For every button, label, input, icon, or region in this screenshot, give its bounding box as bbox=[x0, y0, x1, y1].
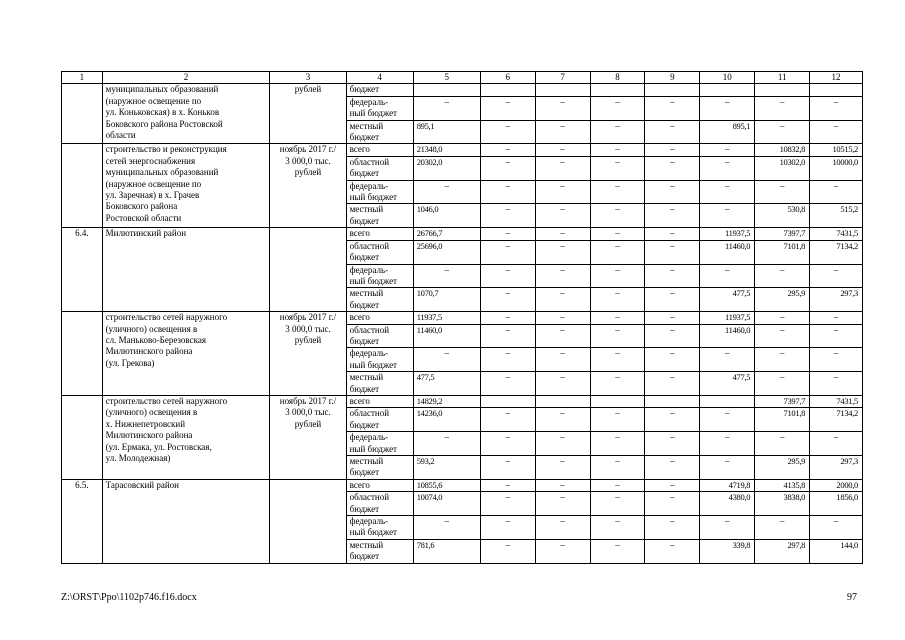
funding-source: областной бюджет bbox=[346, 492, 413, 516]
amount-cell: – bbox=[535, 204, 590, 228]
amount-cell: – bbox=[590, 312, 645, 324]
amount-cell bbox=[535, 84, 590, 96]
amount-cell: 7431,5 bbox=[810, 228, 863, 240]
amount-cell: – bbox=[590, 180, 645, 204]
term-and-cost bbox=[270, 479, 346, 563]
amount-cell: – bbox=[810, 264, 863, 288]
amount-cell: – bbox=[535, 156, 590, 180]
amount-cell: – bbox=[700, 96, 755, 120]
amount-cell: 11460,0 bbox=[700, 240, 755, 264]
amount-cell: – bbox=[590, 348, 645, 372]
amount-cell: 4380,0 bbox=[700, 492, 755, 516]
object-name: строительство и реконструкция сетей энергоснабжения муниципальных образований (наружное освещение по ул. Заречная) в х. Грачев Боковского района Ростовской области bbox=[102, 144, 270, 228]
amount-cell: – bbox=[480, 288, 535, 312]
amount-cell: – bbox=[700, 432, 755, 456]
amount-cell: – bbox=[645, 156, 700, 180]
funding-source: всего bbox=[346, 144, 413, 156]
amount-cell: 339,8 bbox=[700, 539, 755, 563]
amount-cell: 593,2 bbox=[413, 456, 480, 480]
amount-cell: – bbox=[645, 180, 700, 204]
amount-cell: – bbox=[645, 408, 700, 432]
amount-cell: – bbox=[480, 432, 535, 456]
funding-source: областной бюджет bbox=[346, 408, 413, 432]
object-name: муниципальных образований (наружное освещение по ул. Коньковская) в х. Коньков Боковского района Ростовской области bbox=[102, 84, 270, 144]
amount-cell: – bbox=[413, 348, 480, 372]
funding-source: всего bbox=[346, 395, 413, 407]
table-row bbox=[62, 479, 863, 491]
amount-cell: 295,9 bbox=[755, 456, 810, 480]
amount-cell: 11937,5 bbox=[700, 228, 755, 240]
amount-cell: 25696,0 bbox=[413, 240, 480, 264]
amount-cell: – bbox=[480, 324, 535, 348]
amount-cell: – bbox=[645, 456, 700, 480]
object-name: Тарасовский район bbox=[102, 479, 270, 563]
amount-cell: 7101,8 bbox=[755, 240, 810, 264]
term-and-cost bbox=[270, 228, 346, 312]
funding-source: бюджет bbox=[346, 84, 413, 96]
amount-cell: – bbox=[700, 204, 755, 228]
amount-cell: 10302,0 bbox=[755, 156, 810, 180]
column-number-header: 9 bbox=[645, 72, 700, 84]
amount-cell: – bbox=[645, 312, 700, 324]
amount-cell: – bbox=[810, 516, 863, 540]
page-number: 97 bbox=[847, 592, 857, 603]
column-number-header: 11 bbox=[755, 72, 810, 84]
amount-cell: 1046,0 bbox=[413, 204, 480, 228]
amount-cell bbox=[535, 395, 590, 407]
amount-cell: – bbox=[590, 96, 645, 120]
amount-cell: – bbox=[535, 456, 590, 480]
amount-cell bbox=[590, 84, 645, 96]
amount-cell: – bbox=[700, 180, 755, 204]
amount-cell: – bbox=[480, 492, 535, 516]
amount-cell bbox=[810, 84, 863, 96]
funding-source: всего bbox=[346, 479, 413, 491]
funding-source: местный бюджет bbox=[346, 539, 413, 563]
amount-cell: – bbox=[590, 516, 645, 540]
column-number-header: 1 bbox=[62, 72, 103, 84]
amount-cell: – bbox=[590, 408, 645, 432]
header-row bbox=[62, 72, 863, 84]
amount-cell: 7397,7 bbox=[755, 395, 810, 407]
amount-cell: – bbox=[535, 492, 590, 516]
amount-cell: – bbox=[535, 96, 590, 120]
amount-cell: – bbox=[535, 264, 590, 288]
amount-cell: – bbox=[755, 372, 810, 396]
amount-cell: – bbox=[755, 348, 810, 372]
column-number-header: 7 bbox=[535, 72, 590, 84]
amount-cell: – bbox=[413, 180, 480, 204]
amount-cell: – bbox=[810, 324, 863, 348]
column-number-header: 2 bbox=[102, 72, 270, 84]
amount-cell: 515,2 bbox=[810, 204, 863, 228]
amount-cell: – bbox=[645, 228, 700, 240]
amount-cell bbox=[480, 84, 535, 96]
amount-cell: – bbox=[755, 180, 810, 204]
amount-cell: – bbox=[810, 180, 863, 204]
amount-cell: – bbox=[480, 479, 535, 491]
amount-cell: – bbox=[535, 479, 590, 491]
amount-cell: – bbox=[645, 120, 700, 144]
amount-cell: – bbox=[645, 516, 700, 540]
amount-cell bbox=[755, 84, 810, 96]
table-row bbox=[62, 144, 863, 156]
amount-cell bbox=[413, 84, 480, 96]
table-row bbox=[62, 395, 863, 407]
funding-source: федераль- ный бюджет bbox=[346, 432, 413, 456]
amount-cell: – bbox=[535, 312, 590, 324]
amount-cell bbox=[480, 395, 535, 407]
column-number-header: 12 bbox=[810, 72, 863, 84]
amount-cell: – bbox=[480, 240, 535, 264]
amount-cell: 11460,0 bbox=[700, 324, 755, 348]
item-number: 6.4. bbox=[62, 228, 103, 312]
amount-cell: 10074,0 bbox=[413, 492, 480, 516]
amount-cell: – bbox=[535, 120, 590, 144]
term-and-cost: ноябрь 2017 г./ 3 000,0 тыс. рублей bbox=[270, 144, 346, 228]
amount-cell: – bbox=[645, 479, 700, 491]
amount-cell: – bbox=[590, 204, 645, 228]
amount-cell: – bbox=[755, 324, 810, 348]
amount-cell: – bbox=[645, 204, 700, 228]
amount-cell: – bbox=[645, 324, 700, 348]
column-number-header: 5 bbox=[413, 72, 480, 84]
funding-source: областной бюджет bbox=[346, 156, 413, 180]
amount-cell: – bbox=[590, 372, 645, 396]
amount-cell: – bbox=[645, 240, 700, 264]
amount-cell: 11937,5 bbox=[413, 312, 480, 324]
amount-cell: 477,5 bbox=[700, 372, 755, 396]
amount-cell: – bbox=[810, 348, 863, 372]
column-number-header: 3 bbox=[270, 72, 346, 84]
amount-cell: – bbox=[535, 372, 590, 396]
amount-cell: 7101,8 bbox=[755, 408, 810, 432]
amount-cell: 1070,7 bbox=[413, 288, 480, 312]
amount-cell: 144,0 bbox=[810, 539, 863, 563]
amount-cell: 477,5 bbox=[413, 372, 480, 396]
amount-cell: – bbox=[645, 492, 700, 516]
amount-cell: 10000,0 bbox=[810, 156, 863, 180]
amount-cell: – bbox=[480, 312, 535, 324]
amount-cell: – bbox=[810, 96, 863, 120]
amount-cell: – bbox=[480, 456, 535, 480]
amount-cell: – bbox=[590, 264, 645, 288]
amount-cell: 7397,7 bbox=[755, 228, 810, 240]
amount-cell: – bbox=[590, 120, 645, 144]
footer-file-path: Z:\ORST\Ppo\1102p746.f16.docx bbox=[61, 592, 197, 603]
term-and-cost: ноябрь 2017 г./ 3 000,0 тыс. рублей bbox=[270, 312, 346, 396]
item-number: 6.5. bbox=[62, 479, 103, 563]
funding-source: местный бюджет bbox=[346, 120, 413, 144]
amount-cell: – bbox=[480, 408, 535, 432]
funding-source: федераль- ный бюджет bbox=[346, 180, 413, 204]
amount-cell: – bbox=[590, 432, 645, 456]
amount-cell: – bbox=[810, 372, 863, 396]
amount-cell: – bbox=[535, 180, 590, 204]
amount-cell: 4719,8 bbox=[700, 479, 755, 491]
item-number bbox=[62, 84, 103, 144]
amount-cell: – bbox=[645, 372, 700, 396]
amount-cell: – bbox=[535, 240, 590, 264]
amount-cell: – bbox=[480, 96, 535, 120]
amount-cell: 26766,7 bbox=[413, 228, 480, 240]
amount-cell: 477,5 bbox=[700, 288, 755, 312]
amount-cell: – bbox=[755, 516, 810, 540]
amount-cell: – bbox=[535, 408, 590, 432]
funding-source: федераль- ный бюджет bbox=[346, 264, 413, 288]
amount-cell: 3838,0 bbox=[755, 492, 810, 516]
amount-cell: – bbox=[645, 144, 700, 156]
amount-cell: – bbox=[645, 432, 700, 456]
column-number-header: 8 bbox=[590, 72, 645, 84]
table-row bbox=[62, 84, 863, 96]
amount-cell: 4135,8 bbox=[755, 479, 810, 491]
amount-cell: – bbox=[755, 120, 810, 144]
amount-cell: 295,9 bbox=[755, 288, 810, 312]
amount-cell: – bbox=[590, 240, 645, 264]
amount-cell bbox=[645, 84, 700, 96]
amount-cell: – bbox=[700, 156, 755, 180]
object-name: строительство сетей наружного (уличного) освещения в сл. Маньково-Березовская Милютинского района (ул. Грекова) bbox=[102, 312, 270, 396]
amount-cell: 1856,0 bbox=[810, 492, 863, 516]
funding-source: местный бюджет bbox=[346, 456, 413, 480]
amount-cell: – bbox=[645, 96, 700, 120]
amount-cell: – bbox=[480, 228, 535, 240]
budget-table bbox=[61, 71, 863, 564]
amount-cell: – bbox=[755, 264, 810, 288]
amount-cell: – bbox=[700, 264, 755, 288]
funding-source: местный бюджет bbox=[346, 372, 413, 396]
item-number bbox=[62, 312, 103, 396]
amount-cell: – bbox=[480, 516, 535, 540]
amount-cell: – bbox=[810, 120, 863, 144]
amount-cell: 21348,0 bbox=[413, 144, 480, 156]
amount-cell: – bbox=[535, 144, 590, 156]
term-and-cost: ноябрь 2017 г./ 3 000,0 тыс. рублей bbox=[270, 395, 346, 479]
amount-cell: – bbox=[413, 264, 480, 288]
amount-cell: – bbox=[480, 539, 535, 563]
amount-cell: – bbox=[755, 432, 810, 456]
table-row bbox=[62, 312, 863, 324]
amount-cell bbox=[700, 395, 755, 407]
amount-cell: 7431,5 bbox=[810, 395, 863, 407]
funding-source: федераль- ный бюджет bbox=[346, 348, 413, 372]
amount-cell bbox=[645, 395, 700, 407]
amount-cell: – bbox=[413, 432, 480, 456]
amount-cell: – bbox=[700, 144, 755, 156]
funding-source: всего bbox=[346, 312, 413, 324]
amount-cell: – bbox=[590, 539, 645, 563]
amount-cell: – bbox=[590, 324, 645, 348]
funding-source: областной бюджет bbox=[346, 240, 413, 264]
amount-cell: 10515,2 bbox=[810, 144, 863, 156]
table-row bbox=[62, 228, 863, 240]
amount-cell: – bbox=[480, 348, 535, 372]
amount-cell: 7134,2 bbox=[810, 408, 863, 432]
amount-cell bbox=[590, 395, 645, 407]
amount-cell: 297,3 bbox=[810, 288, 863, 312]
amount-cell: 20302,0 bbox=[413, 156, 480, 180]
column-number-header: 4 bbox=[346, 72, 413, 84]
funding-source: местный бюджет bbox=[346, 288, 413, 312]
amount-cell: – bbox=[480, 372, 535, 396]
amount-cell: – bbox=[535, 288, 590, 312]
amount-cell: – bbox=[590, 479, 645, 491]
object-name: Милютинский район bbox=[102, 228, 270, 312]
amount-cell: – bbox=[645, 264, 700, 288]
amount-cell: – bbox=[480, 156, 535, 180]
amount-cell: 11460,0 bbox=[413, 324, 480, 348]
item-number bbox=[62, 395, 103, 479]
column-number-header: 6 bbox=[480, 72, 535, 84]
amount-cell: – bbox=[700, 348, 755, 372]
amount-cell: 10855,6 bbox=[413, 479, 480, 491]
amount-cell: 297,3 bbox=[810, 456, 863, 480]
amount-cell: – bbox=[480, 264, 535, 288]
amount-cell: – bbox=[755, 312, 810, 324]
amount-cell: 530,8 bbox=[755, 204, 810, 228]
amount-cell: – bbox=[535, 324, 590, 348]
amount-cell: – bbox=[535, 516, 590, 540]
amount-cell: – bbox=[590, 144, 645, 156]
amount-cell: – bbox=[480, 120, 535, 144]
amount-cell: – bbox=[810, 432, 863, 456]
amount-cell bbox=[700, 84, 755, 96]
amount-cell: – bbox=[590, 456, 645, 480]
amount-cell: 2000,0 bbox=[810, 479, 863, 491]
amount-cell: – bbox=[535, 539, 590, 563]
amount-cell: – bbox=[700, 456, 755, 480]
amount-cell: 10832,8 bbox=[755, 144, 810, 156]
amount-cell: – bbox=[590, 288, 645, 312]
amount-cell: – bbox=[535, 348, 590, 372]
amount-cell: – bbox=[590, 492, 645, 516]
amount-cell: – bbox=[480, 180, 535, 204]
amount-cell: – bbox=[810, 312, 863, 324]
amount-cell: – bbox=[590, 228, 645, 240]
amount-cell: – bbox=[413, 96, 480, 120]
funding-source: местный бюджет bbox=[346, 204, 413, 228]
amount-cell: – bbox=[535, 228, 590, 240]
amount-cell: – bbox=[413, 516, 480, 540]
amount-cell: – bbox=[700, 516, 755, 540]
amount-cell: 14236,0 bbox=[413, 408, 480, 432]
item-number bbox=[62, 144, 103, 228]
amount-cell: 14829,2 bbox=[413, 395, 480, 407]
amount-cell: – bbox=[645, 288, 700, 312]
amount-cell: – bbox=[480, 144, 535, 156]
amount-cell: – bbox=[645, 539, 700, 563]
amount-cell: – bbox=[645, 348, 700, 372]
amount-cell: 895,1 bbox=[700, 120, 755, 144]
column-number-header: 10 bbox=[700, 72, 755, 84]
amount-cell: 11937,5 bbox=[700, 312, 755, 324]
funding-source: областной бюджет bbox=[346, 324, 413, 348]
amount-cell: – bbox=[755, 96, 810, 120]
funding-source: федераль- ный бюджет bbox=[346, 96, 413, 120]
object-name: строительство сетей наружного (уличного) освещения в х. Нижнепетровский Милютинского района (ул. Ермака, ул. Ростовская, ул. Молодежная) bbox=[102, 395, 270, 479]
amount-cell: 781,6 bbox=[413, 539, 480, 563]
amount-cell: 7134,2 bbox=[810, 240, 863, 264]
amount-cell: 895,1 bbox=[413, 120, 480, 144]
amount-cell: – bbox=[700, 408, 755, 432]
term-and-cost: рублей bbox=[270, 84, 346, 144]
funding-source: всего bbox=[346, 228, 413, 240]
amount-cell: – bbox=[480, 204, 535, 228]
funding-source: федераль- ный бюджет bbox=[346, 516, 413, 540]
amount-cell: – bbox=[590, 156, 645, 180]
amount-cell: 297,8 bbox=[755, 539, 810, 563]
amount-cell: – bbox=[535, 432, 590, 456]
